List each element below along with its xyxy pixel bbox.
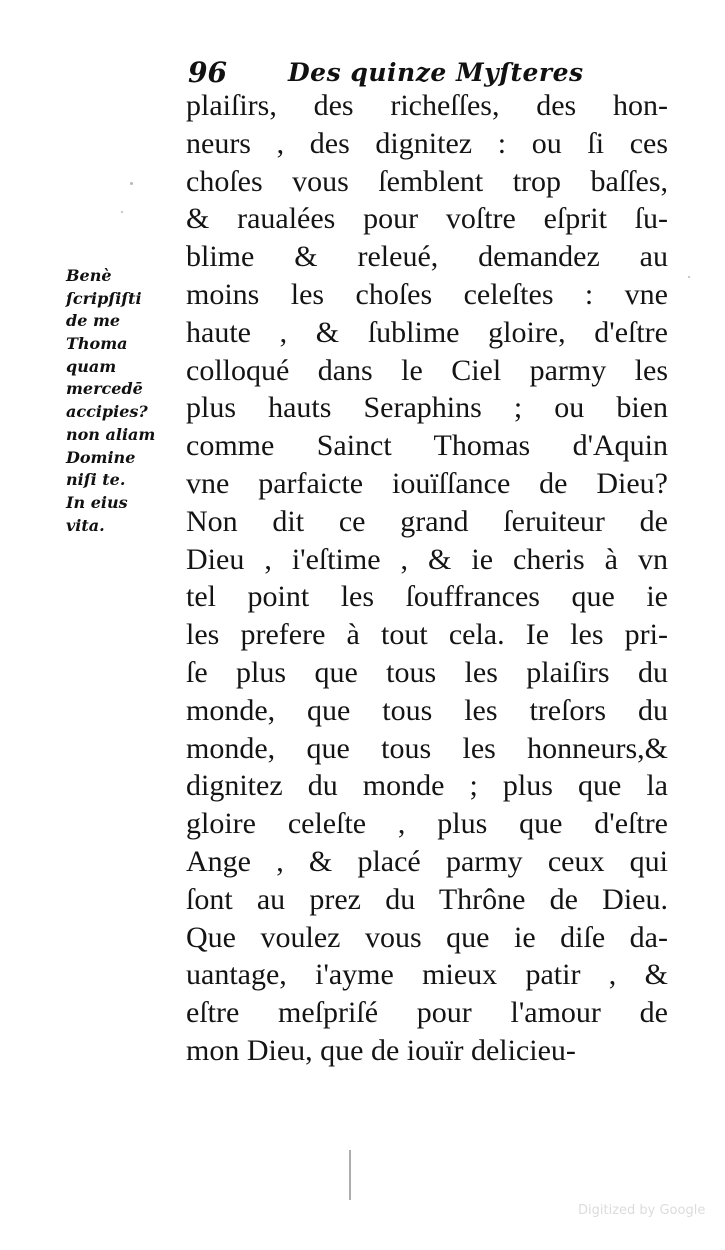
text-line: moins les choſes celeſtes : vne — [186, 277, 668, 311]
text-line: blime & releué, demandez au — [186, 240, 668, 274]
text-line: les prefere à tout cela. Ie les pri- — [186, 618, 668, 652]
text-line: Que voulez vous que ie diſe da- — [186, 920, 668, 954]
margin-note — [66, 265, 184, 537]
text-line: mon Dieu, que de iouïr delicieu- — [186, 1033, 576, 1067]
margin-note-line: Thoma — [66, 334, 128, 354]
text-line: comme Sainct Thomas d'Aquin — [186, 429, 668, 463]
margin-note-line: ſcripſiſti — [66, 288, 142, 308]
text-line: haute , & ſublime gloire, d'eſtre — [186, 315, 668, 349]
scan-speck — [688, 276, 690, 278]
text-line: ſont au prez du Thrône de Dieu. — [186, 882, 668, 916]
page-number: 96 — [188, 56, 227, 89]
margin-note-line: de me — [66, 311, 121, 331]
margin-note-line: Domine — [66, 447, 136, 467]
text-line: gloire celeſte , plus que d'eſtre — [186, 807, 668, 841]
text-line: vne parfaicte iouïſſance de Dieu? — [186, 466, 668, 500]
text-line: eſtre meſpriſé pour l'amour de — [186, 996, 668, 1030]
scan-speck — [121, 211, 123, 213]
text-line: Dieu , i'eſtime , & ie cheris à vn — [186, 542, 668, 576]
text-line: plaiſirs, des richeſſes, des hon- — [186, 89, 668, 122]
text-line: ſe plus que tous les plaiſirs du — [186, 655, 668, 689]
scan-artifact-line — [349, 1150, 351, 1200]
margin-note-line: niſi te. — [66, 470, 126, 490]
margin-note-line: In eius — [66, 492, 128, 512]
text-line: monde, que tous les treſors du — [186, 693, 668, 727]
margin-note-line: vita. — [66, 515, 105, 535]
text-line: neurs , des dignitez : ou ſi ces — [186, 126, 668, 160]
text-line: plus hauts Seraphins ; ou bien — [186, 391, 668, 425]
margin-note-line: accipies? — [66, 402, 148, 422]
text-line: Non dit ce grand ſeruiteur de — [186, 504, 668, 538]
margin-note-line: Benè — [66, 266, 112, 285]
watermark: Digitized by Google — [578, 1203, 706, 1218]
margin-note-line: quam — [66, 356, 117, 376]
margin-note-line: non aliam — [66, 424, 156, 444]
text-line: choſes vous ſemblent trop baſſes, — [186, 164, 668, 198]
text-line: Ange , & placé parmy ceux qui — [186, 844, 668, 878]
running-title: Des quinze Myſteres — [288, 58, 584, 87]
body-text — [186, 87, 686, 1070]
text-line: monde, que tous les honneurs,& — [186, 731, 668, 765]
text-line: dignitez du monde ; plus que la — [186, 769, 668, 803]
text-line: colloqué dans le Ciel parmy les — [186, 353, 668, 387]
text-line: uantage, i'ayme mieux patir , & — [186, 958, 668, 992]
text-line: tel point les ſouffrances que ie — [186, 580, 668, 614]
text-line: & raualées pour voſtre eſprit ſu- — [186, 202, 668, 236]
scan-speck — [130, 182, 133, 185]
margin-note-line: mercedē — [66, 379, 143, 399]
